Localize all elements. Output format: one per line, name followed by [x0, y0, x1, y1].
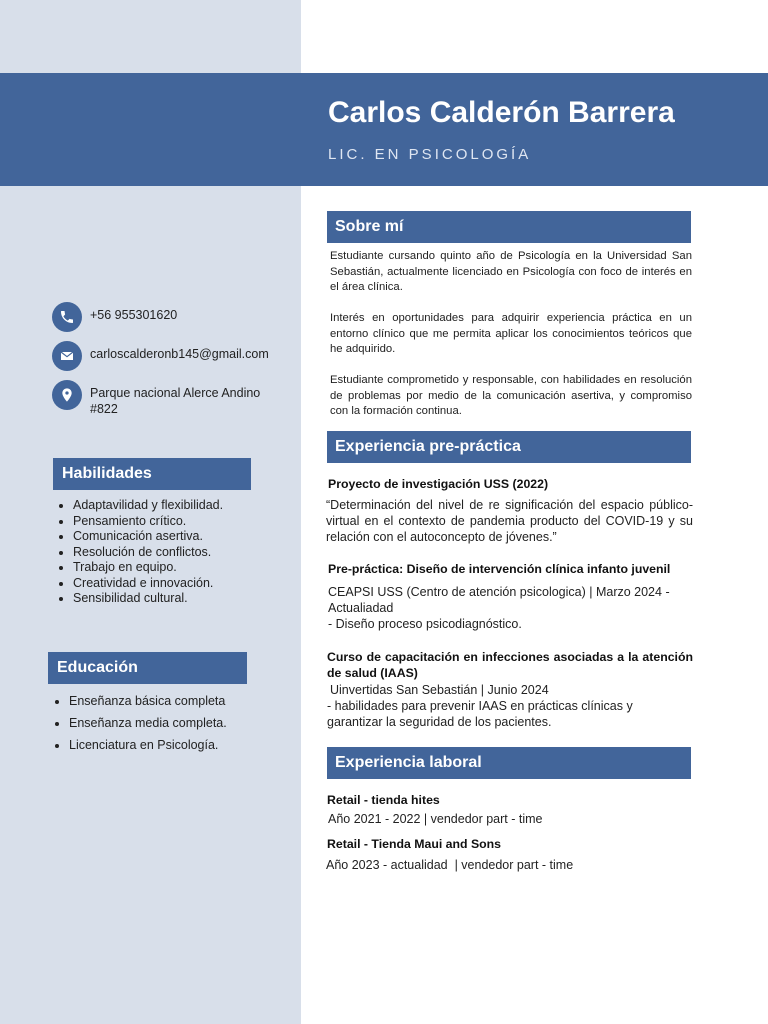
skills-heading: Habilidades	[53, 458, 251, 490]
entry-title: Curso de capacitación en infecciones asociadas a la atención de salud (IAAS)	[327, 650, 693, 680]
email-icon	[52, 341, 82, 371]
work-heading: Experiencia laboral	[327, 747, 691, 779]
entry-detail: Año 2021 - 2022 | vendedor part - time	[328, 812, 543, 826]
skills-list	[53, 498, 223, 607]
location-pin-icon	[52, 380, 82, 410]
entry-detail: Uinvertidas San Sebastián | Junio 2024	[330, 683, 549, 697]
entry-title: Retail - tienda hites	[327, 793, 440, 807]
education-list	[49, 690, 227, 756]
entry-title: Proyecto de investigación USS (2022)	[328, 477, 549, 491]
candidate-title: LIC. EN PSICOLOGÍA	[328, 146, 532, 163]
entry-detail: - Diseño proceso psicodiagnóstico.	[328, 617, 522, 631]
list-item: • Resolución de conflictos.	[73, 545, 223, 561]
entry-detail: CEAPSI USS (Centro de atención psicologica) | Marzo 2024 - Actualiadad	[328, 585, 670, 615]
contact-address	[52, 380, 275, 417]
about-paragraph: Interés en oportunidades para adquirir experiencia práctica en un entorno clínico que me permita aplicar los conocimientos teóricos que he adquirido.	[330, 312, 692, 355]
list-item: • Trabajo en equipo.	[73, 560, 223, 576]
entry-description: “Determinación del nivel de re significación del espacio público-virtual en el contexto de pandemia producto del COVID-19 y su relación con el autoconcepto de jóvenes.”	[326, 498, 693, 544]
about-heading: Sobre mí	[327, 211, 691, 243]
contact-email	[52, 341, 275, 371]
education-heading: Educación	[48, 652, 247, 684]
about-paragraph: Estudiante comprometido y responsable, con habilidades en resolución de problemas por medio de la comunicación asertiva, y compromiso con la formación continua.	[330, 374, 692, 417]
list-item: • Adaptavilidad y flexibilidad.	[73, 498, 223, 514]
candidate-name: Carlos Calderón Barrera	[328, 96, 675, 129]
list-item: • Licenciatura en Psicología.	[69, 734, 227, 756]
phone-icon	[52, 302, 82, 332]
list-item: • Enseñanza básica completa	[69, 690, 227, 712]
list-item: • Pensamiento crítico.	[73, 514, 223, 530]
contact-phone	[52, 302, 275, 332]
email-text: carloscalderonb145@gmail.com	[90, 347, 269, 361]
preprac-heading: Experiencia pre-práctica	[327, 431, 691, 463]
phone-text: +56 955301620	[90, 308, 178, 322]
entry-detail: Año 2023 - actualidad | vendedor part - time	[326, 858, 574, 872]
list-item: • Enseñanza media completa.	[69, 712, 227, 734]
list-item: • Comunicación asertiva.	[73, 529, 223, 545]
about-paragraph: Estudiante cursando quinto año de Psicología en la Universidad San Sebastián, actualmente licenciado en Psicología con foco de interés en el área clínica.	[330, 250, 692, 293]
list-item: • Creatividad e innovación.	[73, 576, 223, 592]
entry-detail: - habilidades para prevenir IAAS en prácticas clínicas y garantizar la seguridad de los pacientes.	[327, 699, 633, 729]
address-text: Parque nacional Alerce Andino #822	[90, 386, 261, 416]
entry-title: Pre-práctica: Diseño de intervención clínica infanto juvenil	[328, 562, 671, 576]
list-item: • Sensibilidad cultural.	[73, 591, 223, 607]
entry-title: Retail - Tienda Maui and Sons	[327, 837, 502, 851]
